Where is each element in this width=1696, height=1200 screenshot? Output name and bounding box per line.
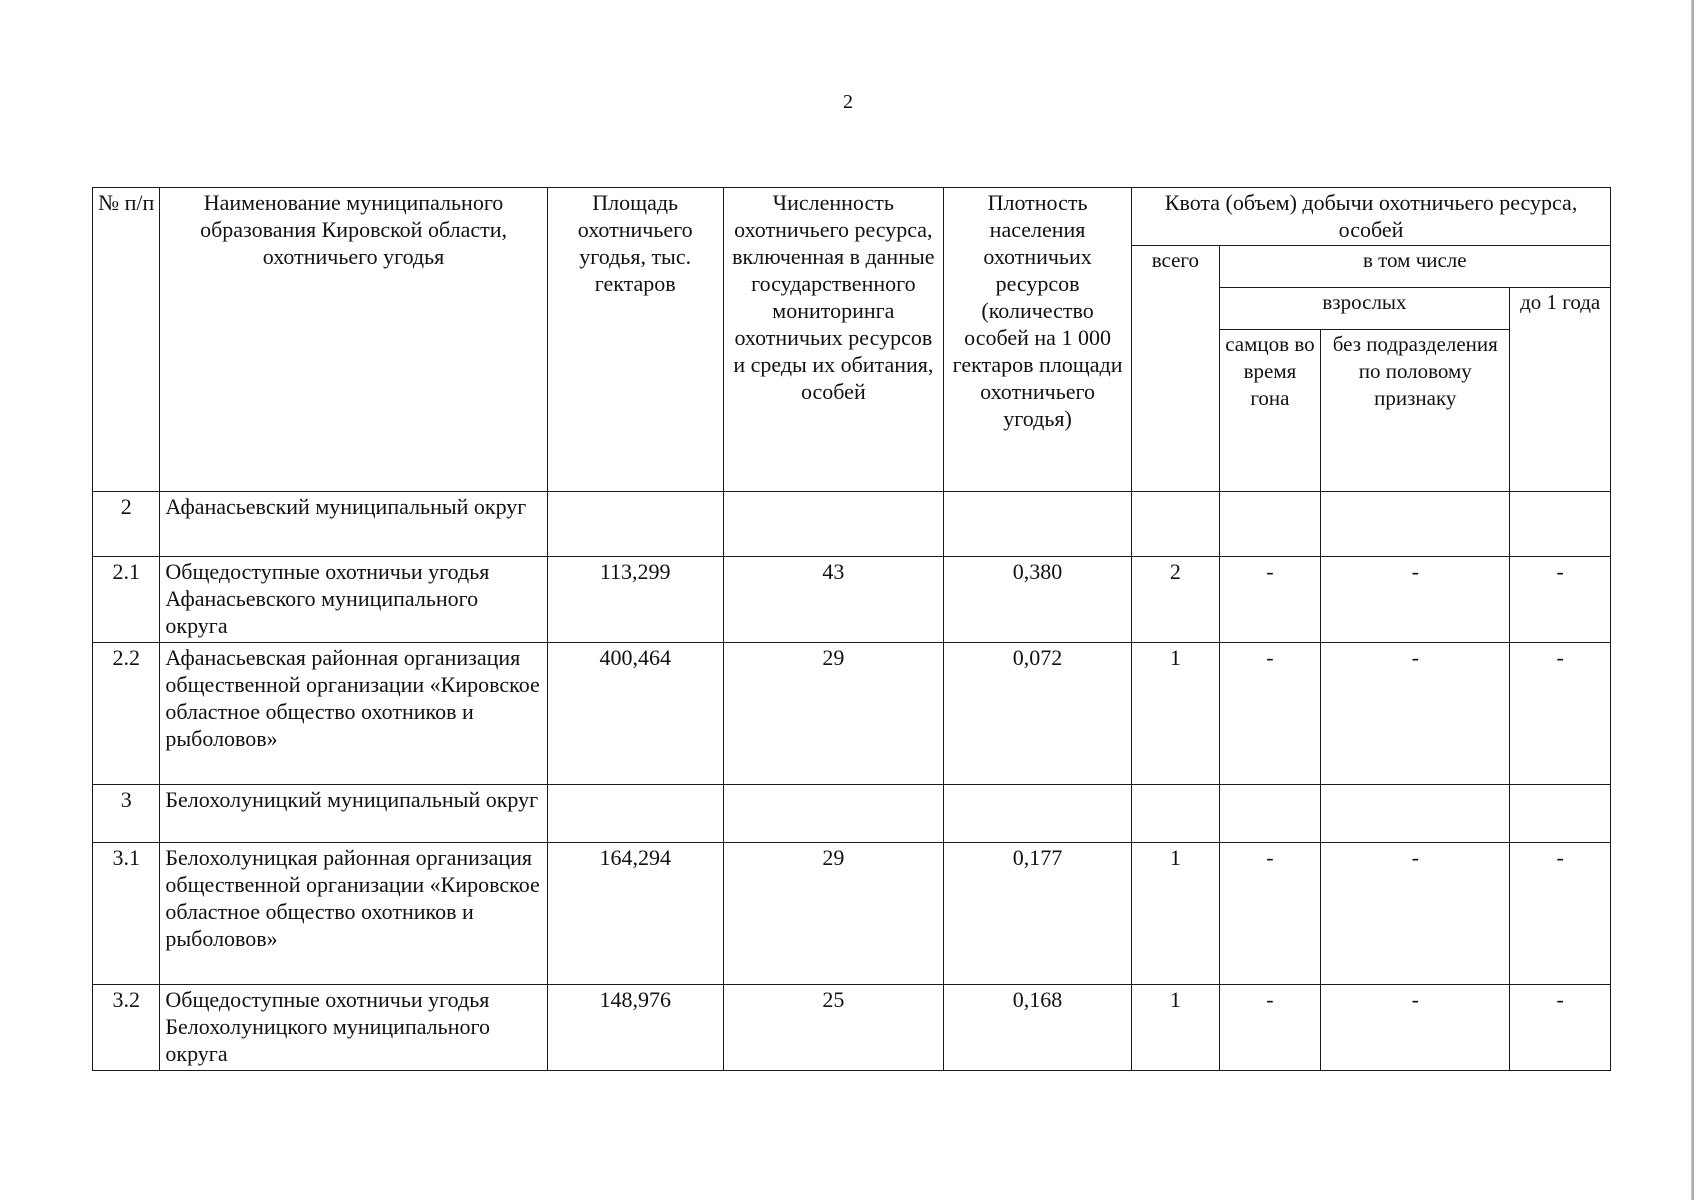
row-males bbox=[1219, 492, 1321, 557]
row-total: 2 bbox=[1132, 557, 1220, 643]
table-body bbox=[93, 492, 1611, 1071]
row-count: 29 bbox=[723, 643, 943, 785]
table-header bbox=[93, 188, 1611, 492]
header-including: в том числе bbox=[1219, 246, 1610, 288]
page-number: 2 bbox=[843, 91, 853, 113]
table-row bbox=[93, 492, 1611, 557]
row-males: - bbox=[1219, 557, 1321, 643]
header-under-one: до 1 года bbox=[1510, 288, 1611, 492]
table-row bbox=[93, 643, 1611, 785]
row-young: - bbox=[1510, 643, 1611, 785]
row-density bbox=[944, 492, 1132, 557]
table-row bbox=[93, 843, 1611, 985]
row-density bbox=[944, 785, 1132, 843]
header-no-sex-division: без подразделения по половому признаку bbox=[1321, 330, 1510, 492]
row-count bbox=[723, 785, 943, 843]
row-density: 0,072 bbox=[944, 643, 1132, 785]
row-nodiv: - bbox=[1321, 643, 1510, 785]
header-total: всего bbox=[1132, 246, 1220, 492]
row-total: 1 bbox=[1132, 643, 1220, 785]
row-males: - bbox=[1219, 843, 1321, 985]
header-quota: Квота (объем) добычи охотничьего ресурса, особей bbox=[1132, 188, 1611, 246]
row-name: Общедоступные охотничьи угодья Белохолуницкого муниципального округа bbox=[160, 985, 547, 1071]
row-area: 164,294 bbox=[547, 843, 723, 985]
row-count: 29 bbox=[723, 843, 943, 985]
row-count: 43 bbox=[723, 557, 943, 643]
header-males-rut: самцов во время гона bbox=[1219, 330, 1321, 492]
row-young: - bbox=[1510, 557, 1611, 643]
scan-edge bbox=[1691, 0, 1694, 1200]
row-count bbox=[723, 492, 943, 557]
row-area: 113,299 bbox=[547, 557, 723, 643]
row-males: - bbox=[1219, 643, 1321, 785]
row-area: 148,976 bbox=[547, 985, 723, 1071]
row-total: 1 bbox=[1132, 843, 1220, 985]
row-no: 2.1 bbox=[93, 557, 160, 643]
row-no: 2 bbox=[93, 492, 160, 557]
quota-table bbox=[92, 187, 1611, 1071]
header-count: Численность охотничьего ресурса, включенная в данные государственного мониторинга охотничьих ресурсов и среды их обитания, особей bbox=[723, 188, 943, 492]
row-area: 400,464 bbox=[547, 643, 723, 785]
row-nodiv: - bbox=[1321, 985, 1510, 1071]
row-no: 3.2 bbox=[93, 985, 160, 1071]
row-name: Общедоступные охотничьи угодья Афанасьевского муниципального округа bbox=[160, 557, 547, 643]
header-density: Плотность населения охотничьих ресурсов (количество особей на 1 000 гектаров площади охотничьего угодья) bbox=[944, 188, 1132, 492]
table-row bbox=[93, 557, 1611, 643]
row-young: - bbox=[1510, 985, 1611, 1071]
row-name: Афанасьевская районная организация общественной организации «Кировское областное общество охотников и рыболовов» bbox=[160, 643, 547, 785]
row-area bbox=[547, 785, 723, 843]
table-row bbox=[93, 985, 1611, 1071]
row-name: Белохолуницкий муниципальный округ bbox=[160, 785, 547, 843]
row-young bbox=[1510, 785, 1611, 843]
header-adults: взрослых bbox=[1219, 288, 1510, 330]
row-nodiv: - bbox=[1321, 843, 1510, 985]
row-total bbox=[1132, 785, 1220, 843]
row-total: 1 bbox=[1132, 985, 1220, 1071]
row-density: 0,177 bbox=[944, 843, 1132, 985]
row-density: 0,168 bbox=[944, 985, 1132, 1071]
row-total bbox=[1132, 492, 1220, 557]
row-males bbox=[1219, 785, 1321, 843]
header-no: № п/п bbox=[93, 188, 160, 492]
row-nodiv bbox=[1321, 492, 1510, 557]
row-count: 25 bbox=[723, 985, 943, 1071]
header-name: Наименование муниципального образования Кировской области, охотничьего угодья bbox=[160, 188, 547, 492]
header-area: Площадь охотничьего угодья, тыс. гектаров bbox=[547, 188, 723, 492]
row-no: 3 bbox=[93, 785, 160, 843]
row-name: Белохолуницкая районная организация общественной организации «Кировское областное общество охотников и рыболовов» bbox=[160, 843, 547, 985]
row-young bbox=[1510, 492, 1611, 557]
row-nodiv bbox=[1321, 785, 1510, 843]
table-row bbox=[93, 785, 1611, 843]
row-no: 2.2 bbox=[93, 643, 160, 785]
row-name: Афанасьевский муниципальный округ bbox=[160, 492, 547, 557]
row-males: - bbox=[1219, 985, 1321, 1071]
row-young: - bbox=[1510, 843, 1611, 985]
row-nodiv: - bbox=[1321, 557, 1510, 643]
row-area bbox=[547, 492, 723, 557]
row-density: 0,380 bbox=[944, 557, 1132, 643]
row-no: 3.1 bbox=[93, 843, 160, 985]
